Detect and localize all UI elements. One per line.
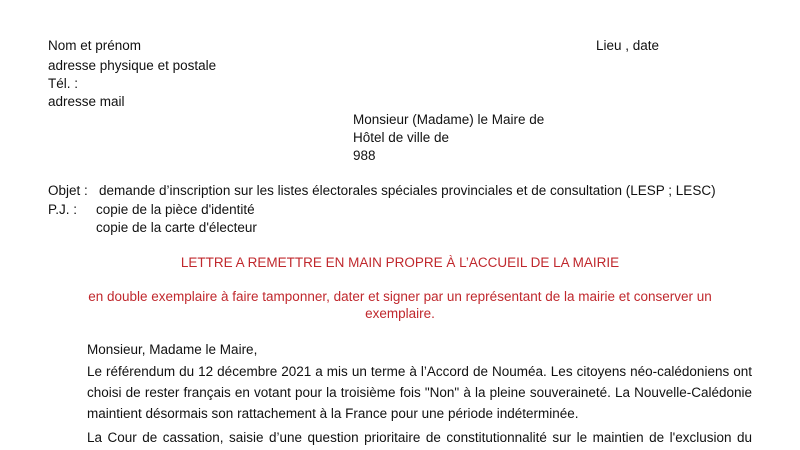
paragraph-1-line-1: Le référendum du 12 décembre 2021 a mis un terme à l’Accord de Nouméa. Les citoyens néo-calédoniens ont [87,364,752,379]
place-date: Lieu , date [596,38,660,53]
sender-email: adresse mail [48,94,125,109]
objet-label: Objet : [48,183,88,198]
notice-line-2: exemplaire. [365,306,435,321]
objet-text: demande d’inscription sur les listes électorales spéciales provinciales et de consultation (LESP ; LESC) [99,183,716,198]
sender-address: adresse physique et postale [48,58,217,73]
recipient-line-2: Hôtel de ville de [353,130,450,145]
notice-title: LETTRE A REMETTRE EN MAIN PROPRE À L’ACCUEIL DE LA MAIRIE [180,255,620,270]
paragraph-1-line-2: choisi de rester français en votant pour la troisième fois "Non" à la pleine souveraineté. La Nouvelle-Calédonie [87,385,752,400]
pj-label: P.J. : [48,202,78,217]
paragraph-1-line-3: maintient désormais son rattachement à la France pour une période indéterminée. [87,406,579,421]
recipient-line-3: 988 [353,148,376,163]
sender-name: Nom et prénom [48,38,142,53]
pj-item-identity: copie de la pièce d'identité [96,202,255,217]
notice-line-1: en double exemplaire à faire tamponner, dater et signer par un représentant de la mairie et conserver un [88,289,712,304]
paragraph-2-line-1: La Cour de cassation, saisie d’une question prioritaire de constitutionnalité sur le maintien de l'exclusion du [87,430,752,445]
pj-item-voter-card: copie de la carte d'électeur [96,220,257,235]
sender-phone: Tél. : [48,76,79,91]
salutation: Monsieur, Madame le Maire, [87,342,258,357]
body-paragraph-1 [87,361,752,424]
body-paragraph-2 [87,427,752,448]
recipient-line-1: Monsieur (Madame) le Maire de [353,112,545,127]
